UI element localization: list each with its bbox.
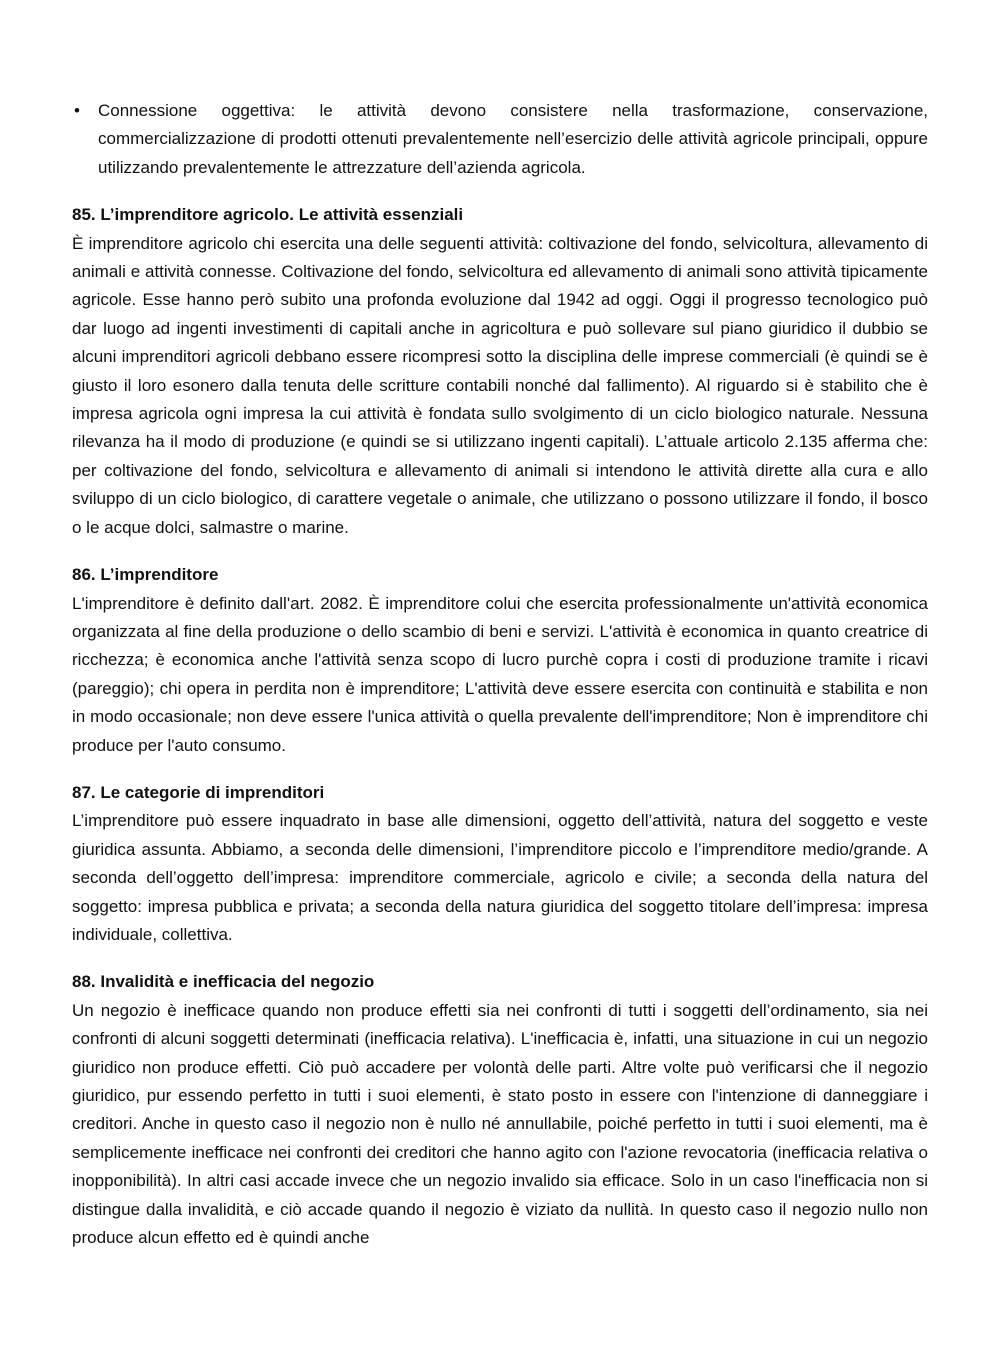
section-87	[72, 779, 928, 949]
section-85	[72, 201, 928, 542]
section-body: L’imprenditore può essere inquadrato in base alle dimensioni, oggetto dell’attività, natura del soggetto e veste giuridica assunta. Abbiamo, a seconda delle dimensioni, l’imprenditore piccolo e l’imprenditore medio/grande. A seconda dell’oggetto dell’impresa: imprenditore commerciale, agricolo e civile; a seconda della natura del soggetto: impresa pubblica e privata; a seconda della natura giuridica del soggetto titolare dell’impresa: impresa individuale, collettiva.	[72, 811, 928, 944]
section-body: L'imprenditore è definito dall'art. 2082. È imprenditore colui che esercita professionalmente un'attività economica organizzata al fine della produzione o dello scambio di beni e servizi. L'attività è economica in quanto creatrice di ricchezza; è economica anche l'attività senza scopo di lucro purchè copra i costi di produzione tramite i ricavi (pareggio); chi opera in perdita non è imprenditore; L'attività deve essere esercita con continuità e stabilita e non in modo occasionale; non deve essere l'unica attività o quella prevalente dell'imprenditore; Non è imprenditore chi produce per l'auto consumo.	[72, 593, 928, 755]
bullet-point-icon: •	[74, 101, 80, 120]
section-heading: 86. L’imprenditore	[72, 565, 219, 585]
section-heading: 87. Le categorie di imprenditori	[72, 782, 325, 802]
section-86	[72, 561, 928, 760]
bullet-item	[72, 97, 928, 182]
section-body: È imprenditore agricolo chi esercita una delle seguenti attività: coltivazione del fondo, selvicoltura, allevamento di animali e attività connesse. Coltivazione del fondo, selvicoltura ed allevamento di animali sono attività tipicamente agricole. Esse hanno però subito una profonda evoluzione dal 1942 ad oggi. Oggi il progresso tecnologico può dar luogo ad ingenti investimenti di capitali anche in agricoltura e può sollevare sul piano giuridico il dubbio se alcuni imprenditori agricoli debbano essere ricompresi sotto la disciplina delle imprese commerciali (è quindi se è giusto il loro esonero dalla tenuta delle scritture contabili nonché dal fallimento). Al riguardo si è stabilito che è impresa agricola ogni impresa la cui attività è fondata sullo svolgimento di un ciclo biologico naturale. Nessuna rilevanza ha il modo di produzione (e quindi se si utilizzano ingenti capitali). L’attuale articolo 2.135 afferma che: per coltivazione del fondo, selvicoltura e allevamento di animali si intendono le attività dirette alla cura e allo sviluppo di un ciclo biologico, di carattere vegetale o animale, che utilizzano o possono utilizzare il fondo, il bosco o le acque dolci, salmastre o marine.	[72, 233, 928, 537]
section-88	[72, 968, 928, 1252]
section-body: Un negozio è inefficace quando non produce effetti sia nei confronti di tutti i soggetti dell’ordinamento, sia nei confronti di alcuni soggetti determinati (inefficacia relativa). L'inefficacia è, infatti, una situazione in cui un negozio giuridico non produce effetti. Ciò può accadere per volontà delle parti. Altre volte può verificarsi che il negozio giuridico, pur essendo perfetto in tutti i suoi elementi, è stato posto in essere con l'intenzione di danneggiare i creditori. Anche in questo caso il negozio non è nullo né annullabile, poiché perfetto in tutti i suoi elementi, ma è semplicemente inefficace nei confronti dei creditori che hanno agito con l'azione revocatoria (inefficacia relativa o inopponibilità). In altri casi accade invece che un negozio invalido sia efficace. Solo in un caso l'inefficacia non si distingue dalla invalidità, e ciò accade quando il negozio è viziato da nullità. In questo caso il negozio nullo non produce alcun effetto ed è quindi anche	[72, 1000, 928, 1248]
bullet-text: Connessione oggettiva: le attività devono consistere nella trasformazione, conservazione, commercializzazione di prodotti ottenuti prevalentemente nell’esercizio delle attività agricole principali, oppure utilizzando prevalentemente le attrezzature dell’azienda agricola.	[98, 101, 928, 177]
document-page	[72, 97, 928, 1252]
section-heading: 88. Invalidità e inefficacia del negozio	[72, 972, 375, 992]
section-heading: 85. L’imprenditore agricolo. Le attività essenziali	[72, 205, 464, 225]
